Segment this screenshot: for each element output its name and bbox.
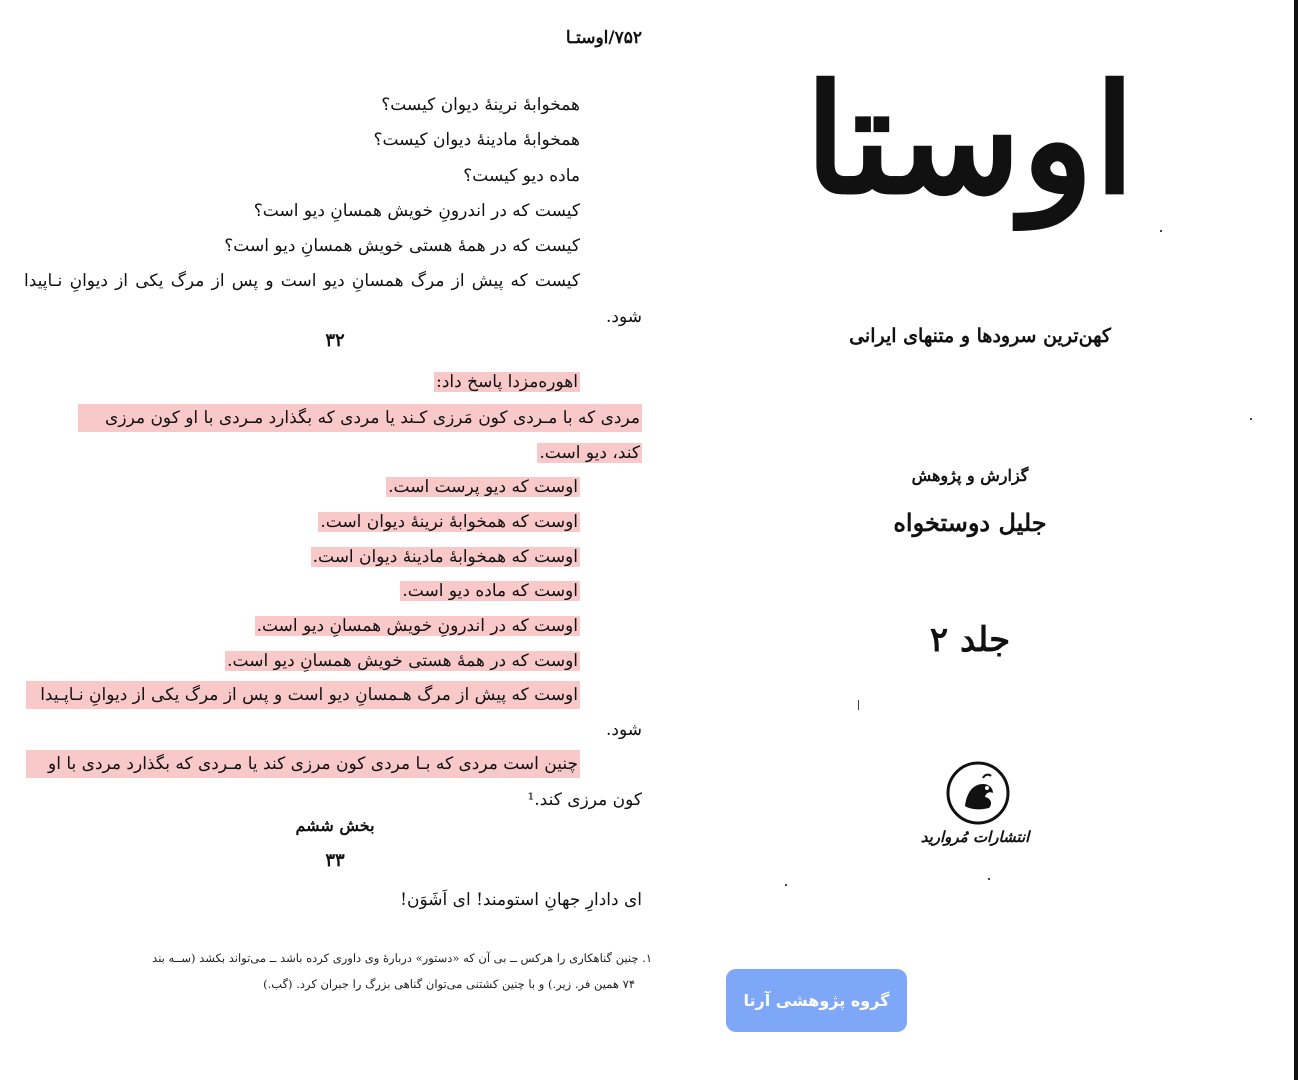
text-line: [311, 543, 580, 571]
highlight: اوست که در اندرونِ خویش همسانِ دیو است.: [256, 616, 578, 636]
text-line: [24, 681, 580, 709]
scan-speck: [1160, 230, 1162, 232]
text-line: [225, 647, 580, 675]
highlight: اوست که همخوابهٔ مادینهٔ دیوان است.: [312, 547, 578, 567]
text-line: [318, 508, 580, 536]
volume-label: جلد ۲: [929, 620, 1011, 660]
highlight: اوست که همخوابهٔ نرینهٔ دیوان است.: [320, 512, 578, 532]
report-label: گزارش و پژوهش: [911, 466, 1029, 485]
author-name: جلیل دوستخواه: [893, 508, 1047, 537]
text-line: ای دادارِ جهانِ استومند! ای اَشَوَن!: [400, 890, 642, 910]
text-line: [255, 612, 580, 640]
text-line: شود.: [605, 720, 642, 740]
page-header: ۷۵۲/اوستـا: [565, 28, 642, 48]
scan-speck: [785, 884, 787, 886]
text-line: همخوابهٔ نرینهٔ دیوان کیست؟: [381, 95, 580, 115]
text-line: کیست که در اندرونِ خویش همسانِ دیو است؟: [253, 201, 580, 221]
text-line: [24, 404, 642, 432]
book-subtitle: کهن‌ترین سرودها و متنهای ایرانی: [849, 325, 1111, 347]
page-edge: [1294, 0, 1298, 1080]
highlight: اوست که در همهٔ هستی خویش همسانِ دیو است.: [227, 651, 578, 671]
artta-group-button[interactable]: گروه پژوهشی آرتا: [726, 969, 907, 1032]
text-line: [537, 439, 642, 467]
highlight: چنین است مردی که بـا مردی کون مرزی کند یا مـردی که بگذارد مردی با او: [26, 750, 580, 778]
section-number-33: ۳۳: [325, 850, 345, 871]
publisher-name: انتشارات مُروارید: [920, 828, 1030, 846]
text-line: [386, 473, 580, 501]
footnote-line: ۷۴ همین فر. زیر.) و با چنین کشتنی می‌توان گناهی بزرگ را جبران کرد. (گب.): [263, 977, 635, 991]
text-line: ماده دیو کیست؟: [463, 166, 580, 186]
highlight: اوست که پیش از مرگ هـمسانِ دیو است و پس از مرگ یکی از دیوانِ نـاپـیدا: [26, 681, 580, 709]
section-number-32: ۳۲: [325, 330, 345, 351]
highlight: کند، دیو است.: [539, 443, 640, 463]
scan-speck: [988, 878, 990, 880]
chapter-heading: بخش ششم: [295, 816, 375, 835]
text-line: [434, 368, 580, 396]
text-line: کیست که در همهٔ هستی خویش همسانِ دیو است؟: [224, 236, 580, 256]
footnote-line: ۱. چنین گناهکاری را هرکس ــ بی آن که «دستور» دربارهٔ وی داوری کرده باشد ــ می‌تواند بکشد (ســه بند: [152, 951, 652, 965]
highlight: مردی که با مـردی کون مَرزی کـند یا مردی که بگذارد مـردی با او کون مرزی: [78, 404, 642, 432]
highlight: اوست که ماده دیو است.: [402, 581, 578, 601]
text-line: [400, 577, 580, 605]
text-line: کیست که پیش از مرگ همسانِ دیو است و پس از مرگ یکی از دیوانِ نـاپیدا: [24, 271, 580, 291]
scan-speck: [858, 700, 859, 710]
highlight: اهوره‌مزدا پاسخ داد:: [436, 372, 578, 392]
publisher-logo-icon: [945, 760, 1011, 826]
text-line: شود.: [605, 307, 642, 327]
scan-speck: [1250, 418, 1252, 420]
highlight: اوست که دیو پرست است.: [388, 477, 578, 497]
text-line: کون مرزی کند.¹: [527, 790, 642, 810]
text-line: [24, 750, 580, 778]
text-line: همخوابهٔ مادینهٔ دیوان کیست؟: [373, 130, 580, 150]
book-title: اوستا: [804, 52, 1136, 228]
right-page: [680, 0, 1298, 1080]
